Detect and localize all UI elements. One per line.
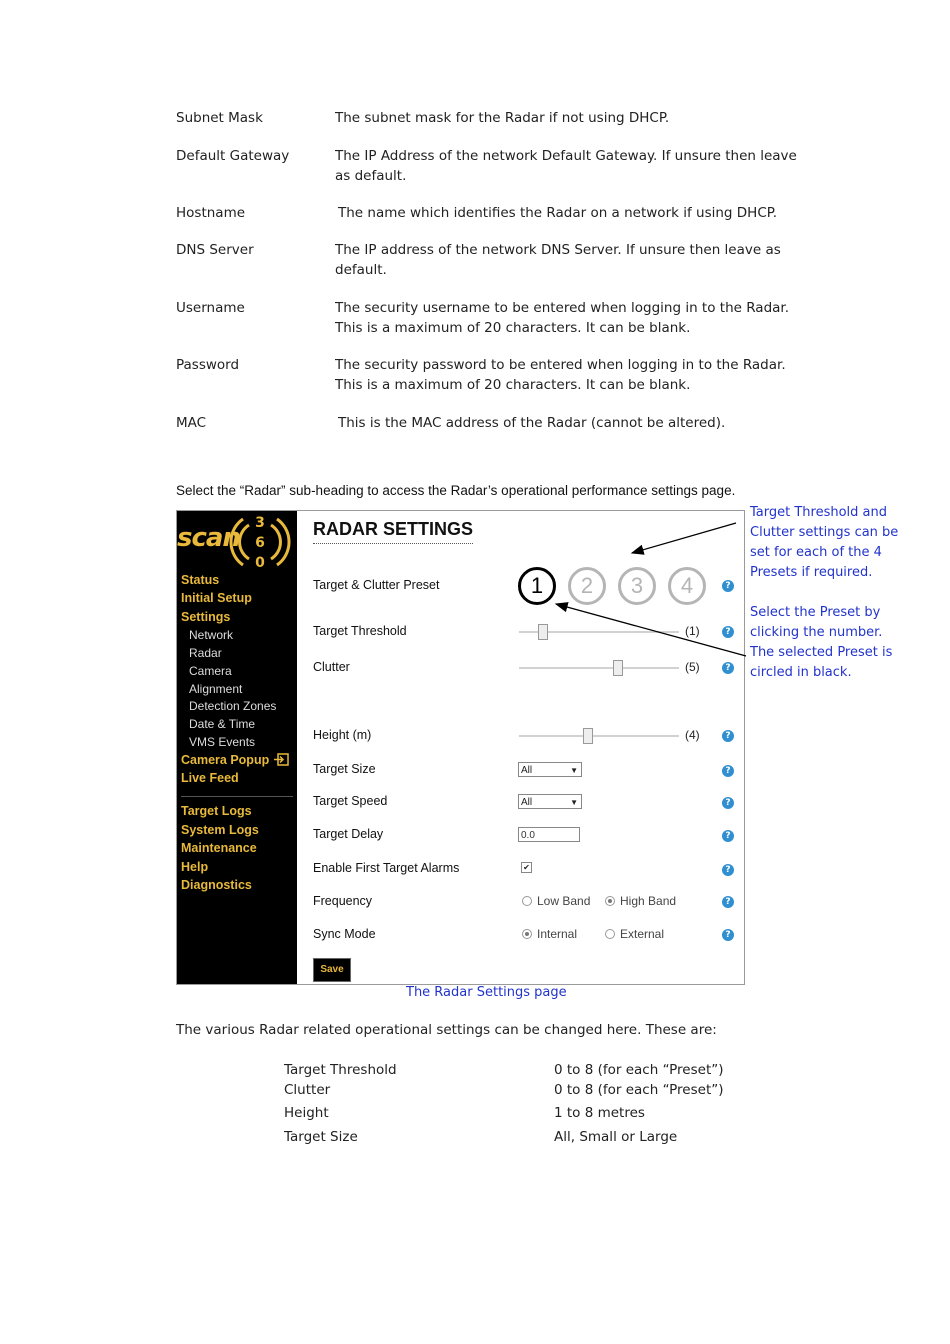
nav-status[interactable]: Status bbox=[181, 573, 220, 587]
help-icon[interactable]: ? bbox=[722, 626, 734, 638]
range-value: 1 to 8 metres bbox=[554, 1105, 645, 1121]
range-value: 0 to 8 (for each “Preset”) bbox=[554, 1082, 724, 1098]
label-threshold: Target Threshold bbox=[313, 624, 407, 638]
annotation-selected-preset: Select the Preset by clicking the number. The selected Preset is circled in black. bbox=[750, 605, 893, 680]
target-delay-input[interactable]: 0.0 bbox=[518, 827, 580, 842]
preset-4[interactable]: 4 bbox=[668, 567, 706, 605]
clutter-value: (5) bbox=[685, 660, 700, 674]
help-icon[interactable]: ? bbox=[722, 662, 734, 674]
subnav-radar[interactable]: Radar bbox=[189, 646, 222, 660]
subnav-vms-events[interactable]: VMS Events bbox=[189, 735, 256, 749]
help-icon[interactable]: ? bbox=[722, 730, 734, 742]
figure-caption: The Radar Settings page bbox=[406, 985, 567, 1000]
nav-diagnostics[interactable]: Diagnostics bbox=[181, 878, 252, 892]
page-title: RADAR SETTINGS bbox=[313, 519, 473, 544]
summary-text: The various Radar related operational settings can be changed here. These are: bbox=[176, 1022, 717, 1038]
nav-system-logs[interactable]: System Logs bbox=[181, 823, 259, 837]
nav-help[interactable]: Help bbox=[181, 860, 209, 874]
height-value: (4) bbox=[685, 728, 700, 742]
chevron-down-icon: ▼ bbox=[570, 798, 578, 807]
label-target-speed: Target Speed bbox=[313, 794, 388, 808]
preset-3[interactable]: 3 bbox=[618, 567, 656, 605]
desc-hostname: The name which identifies the Radar on a network if using DHCP. bbox=[338, 205, 778, 221]
save-button[interactable]: Save bbox=[313, 958, 351, 982]
range-name: Target Threshold bbox=[284, 1062, 397, 1078]
first-target-alarms-checkbox[interactable]: ✔ bbox=[521, 862, 532, 873]
subnav-date-time[interactable]: Date & Time bbox=[189, 717, 256, 731]
target-size-value: All bbox=[521, 765, 533, 776]
preset-2[interactable]: 2 bbox=[568, 567, 606, 605]
desc-default-gateway: The IP Address of the network Default Gateway. If unsure then leave as default. bbox=[335, 148, 797, 184]
term-hostname: Hostname bbox=[176, 205, 246, 221]
range-name: Height bbox=[284, 1105, 329, 1121]
internal-label: Internal bbox=[537, 927, 578, 941]
arrow-to-presets bbox=[632, 523, 736, 553]
label-target-size: Target Size bbox=[313, 762, 376, 776]
help-icon[interactable]: ? bbox=[722, 797, 734, 809]
term-default-gateway: Default Gateway bbox=[176, 148, 290, 164]
logo-text: scan bbox=[177, 523, 240, 553]
nav-settings[interactable]: Settings bbox=[181, 610, 231, 624]
logo-digit: 6 bbox=[255, 535, 265, 551]
subnav-detection-zones[interactable]: Detection Zones bbox=[189, 699, 277, 713]
external-label: External bbox=[620, 927, 665, 941]
nav-initial-setup[interactable]: Initial Setup bbox=[181, 591, 252, 605]
nav-live-feed[interactable]: Live Feed bbox=[181, 771, 239, 785]
chevron-down-icon: ▼ bbox=[570, 766, 578, 775]
target-speed-value: All bbox=[521, 797, 533, 808]
help-icon[interactable]: ? bbox=[722, 929, 734, 941]
desc-username: The security username to be entered when logging in to the Radar. This is a maximum of 20 characters. It can be blank. bbox=[335, 300, 790, 336]
label-target-delay: Target Delay bbox=[313, 827, 384, 841]
desc-subnet-mask: The subnet mask for the Radar if not using DHCP. bbox=[335, 110, 670, 126]
help-icon[interactable]: ? bbox=[722, 580, 734, 592]
nav-camera-popup-label: Camera Popup bbox=[181, 753, 270, 767]
term-subnet-mask: Subnet Mask bbox=[176, 110, 263, 126]
label-sync-mode: Sync Mode bbox=[313, 927, 376, 941]
high-band-label: High Band bbox=[620, 894, 677, 908]
range-name: Clutter bbox=[284, 1082, 331, 1098]
label-first-target-alarms: Enable First Target Alarms bbox=[313, 861, 460, 875]
label-preset: Target & Clutter Preset bbox=[313, 578, 440, 592]
desc-password: The security password to be entered when logging in to the Radar. This is a maximum of 20 characters. It can be blank. bbox=[335, 357, 786, 393]
nav-maintenance[interactable]: Maintenance bbox=[181, 841, 257, 855]
nav-target-logs[interactable]: Target Logs bbox=[181, 804, 252, 818]
annotation-presets: Target Threshold and Clutter settings can be set for each of the 4 Presets if required. bbox=[750, 505, 899, 580]
label-height: Height (m) bbox=[313, 728, 372, 742]
range-value: 0 to 8 (for each “Preset”) bbox=[554, 1062, 724, 1078]
help-icon[interactable]: ? bbox=[722, 765, 734, 777]
help-icon[interactable]: ? bbox=[722, 830, 734, 842]
range-name: Target Size bbox=[284, 1129, 358, 1145]
subnav-network[interactable]: Network bbox=[189, 628, 234, 642]
term-password: Password bbox=[176, 357, 240, 373]
range-value: All, Small or Large bbox=[554, 1129, 678, 1145]
logo-digit: 0 bbox=[255, 555, 265, 571]
label-frequency: Frequency bbox=[313, 894, 373, 908]
threshold-value: (1) bbox=[685, 624, 700, 638]
subnav-camera[interactable]: Camera bbox=[189, 664, 232, 678]
term-dns-server: DNS Server bbox=[176, 242, 254, 258]
help-icon[interactable]: ? bbox=[722, 896, 734, 908]
low-band-label: Low Band bbox=[537, 894, 591, 908]
help-icon[interactable]: ? bbox=[722, 864, 734, 876]
desc-mac: This is the MAC address of the Radar (cannot be altered). bbox=[338, 415, 726, 431]
logo-digit: 3 bbox=[255, 515, 265, 531]
label-clutter: Clutter bbox=[313, 660, 350, 674]
term-username: Username bbox=[176, 300, 245, 316]
term-mac: MAC bbox=[176, 415, 207, 431]
intro-text: Select the “Radar” sub-heading to access the Radar’s operational performance settings page. bbox=[176, 483, 736, 498]
desc-dns-server: The IP address of the network DNS Server. If unsure then leave as default. bbox=[335, 242, 781, 278]
arrow-to-selected-preset bbox=[556, 604, 746, 656]
subnav-alignment[interactable]: Alignment bbox=[189, 682, 243, 696]
preset-1[interactable]: 1 bbox=[518, 567, 556, 605]
